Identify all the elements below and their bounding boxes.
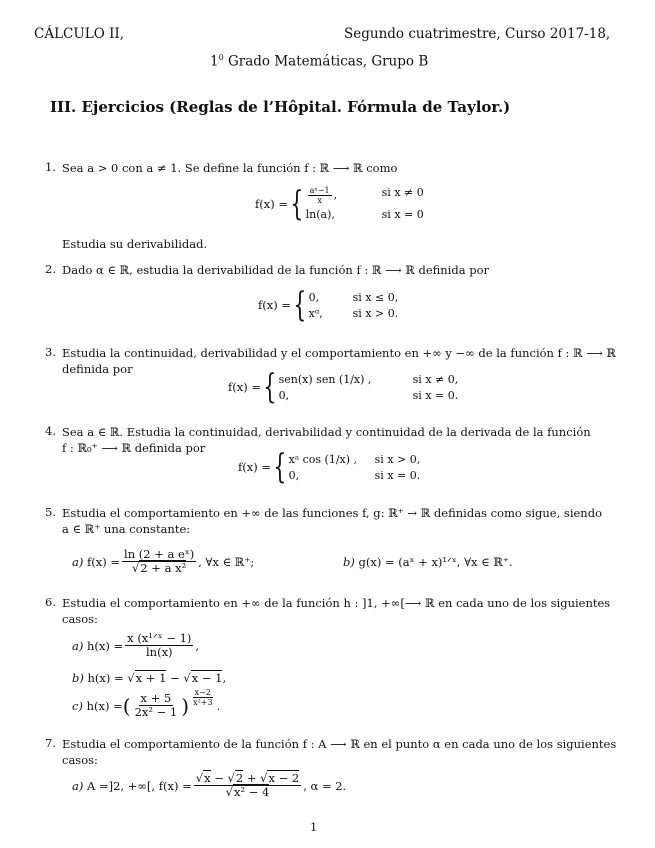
formula-item-a: a) A =]2, +∞[, f(x) = $\frac{√x - √2 + √x - 2}{\text{√x² − 4}}$ , α = 2. <box>72 771 347 799</box>
formula-item-b: b) g(x) = (aˣ + x)¹ᐟˣ, ∀x ∈ ℝ⁺. <box>343 555 513 569</box>
formula-piecewise: f(x) = { xᵃ cos (1/x) , si x > 0, 0, si x = 0. <box>238 447 421 487</box>
formula-item-a: a) h(x) = $\frac{\text{x (x¹ᐟˣ − 1)}}{\ln(x)}$ , <box>72 631 200 659</box>
exercise-text: Sea a ∈ ℝ. Estudia la continuidad, derivabilidad y continuidad de la derivada de la función <box>62 425 591 439</box>
degree-info: $1^0$ Grado Matemáticas, Grupo B <box>210 53 429 70</box>
term-info: Segundo cuatrimestre, Curso 2017-18, <box>344 26 611 42</box>
exercise-text: casos: <box>62 612 98 626</box>
exercise-text: casos: <box>62 753 98 767</box>
exercise-number: 2. <box>45 262 56 276</box>
formula-piecewise: f(x) = { sen(x) sen (1/x) , si x ≠ 0, 0, si x = 0. <box>228 367 459 407</box>
exercise-text: Estudia el comportamiento de la función f : A ⟶ ℝ en el punto α en cada uno de los siguientes <box>62 737 617 751</box>
exercise-text: definida por <box>62 362 133 376</box>
formula-item-a: a) f(x) = $\frac{\text{ln (2 + a eˣ)}}{\text{√2 + a x²}}$ , ∀x ∈ ℝ⁺; <box>72 547 255 575</box>
formula-piecewise: f(x) = { $\frac{\text{aˣ−1}}{x}$ , si x ≠ 0 ln(a), si x = 0 <box>255 183 424 224</box>
exercise-text: Dado α ∈ ℝ, estudia la derivabilidad de la función f : ℝ ⟶ ℝ definida por <box>62 263 490 277</box>
exercise-text: Estudia el comportamiento en +∞ de las funciones f, g: ℝ⁺ → ℝ definidas como sigue, siendo <box>62 506 602 520</box>
course-name: CÁLCULO II, <box>34 26 125 42</box>
formula-piecewise: f(x) = { 0, si x ≤ 0, xᵅ, si x > 0. <box>258 285 399 325</box>
exercise-text: Sea a > 0 con a ≠ 1. Se define la función f : ℝ ⟶ ℝ como <box>62 161 398 175</box>
page-number: 1 <box>310 820 318 834</box>
exercise-text: a ∈ ℝ⁺ una constante: <box>62 522 191 536</box>
exercise-number: 6. <box>45 595 56 609</box>
formula-item-b: b) h(x) = √ x + 1 − √ x − 1 , <box>72 670 227 685</box>
exercise-number: 5. <box>45 505 56 519</box>
exercise-text: Estudia la continuidad, derivabilidad y el comportamiento en +∞ y −∞ de la función f : ℝ ⟶ ℝ <box>62 346 616 360</box>
exercise-number: 7. <box>45 736 56 750</box>
page-title: III. Ejercicios (Reglas de l’Hôpital. Fórmula de Taylor.) <box>50 98 511 116</box>
exercise-text: Estudia el comportamiento en +∞ de la función h : ]1, +∞[⟶ ℝ en cada uno de los siguientes <box>62 596 611 610</box>
exercise-number: 4. <box>45 424 56 438</box>
formula-item-c: c) h(x) = ( $\frac{x + 5}{\text{2x² − 1}}$ ) $\frac{x-2}{\text{x²+3}}$ . <box>72 688 221 719</box>
exercise-number: 1. <box>45 160 56 174</box>
exercise-number: 3. <box>45 345 56 359</box>
exercise-text: f : ℝ₀⁺ ⟶ ℝ definida por <box>62 441 206 455</box>
exercise-text-after: Estudia su derivabilidad. <box>62 237 208 251</box>
